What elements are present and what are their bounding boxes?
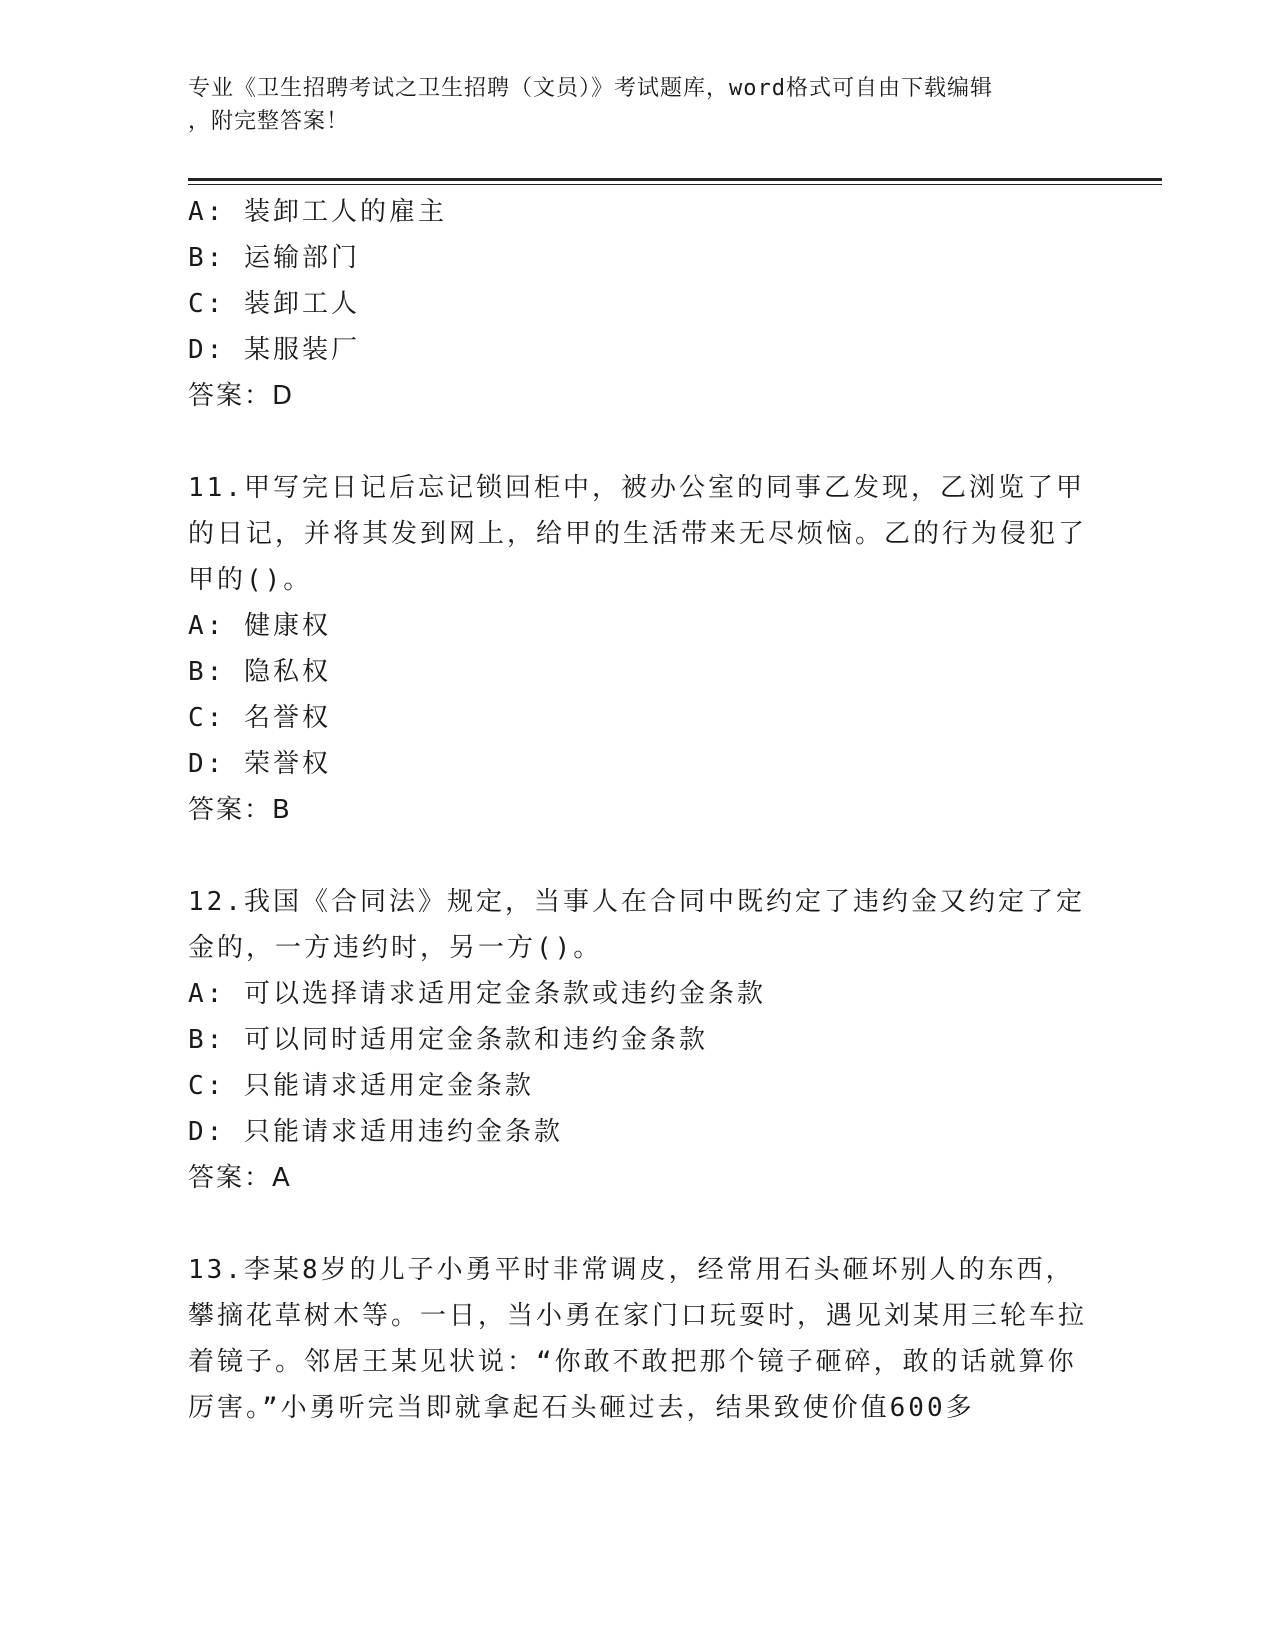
option-c: C: 装卸工人 <box>188 289 360 319</box>
question-list <box>188 189 1088 1431</box>
option-a: A: 可以选择请求适用定金条款或违约金条款 <box>188 979 766 1009</box>
question-13 <box>188 1247 1088 1431</box>
question-11 <box>188 465 1088 833</box>
answer-line: 答案：B <box>188 795 292 825</box>
option-a: A: 装卸工人的雇主 <box>188 197 447 227</box>
option-b: B: 运输部门 <box>188 243 360 273</box>
option-b: B: 隐私权 <box>188 657 331 687</box>
spacer <box>188 833 1088 879</box>
option-b: B: 可以同时适用定金条款和违约金条款 <box>188 1025 708 1055</box>
question-12 <box>188 879 1088 1201</box>
header-line-1: 专业《卫生招聘考试之卫生招聘（文员）》考试题库，word格式可自由下载编辑 <box>188 76 993 101</box>
option-c: C: 名誉权 <box>188 703 331 733</box>
header-divider-thin <box>188 184 1162 185</box>
spacer <box>188 419 1088 465</box>
option-d: D: 只能请求适用违约金条款 <box>188 1117 563 1147</box>
question-stem: 12.我国《合同法》规定，当事人在合同中既约定了违约金又约定了定金的，一方违约时，另一方()。 <box>188 887 1085 963</box>
option-d: D: 荣誉权 <box>188 749 331 779</box>
answer-line: 答案：A <box>188 1163 292 1193</box>
option-c: C: 只能请求适用定金条款 <box>188 1071 534 1101</box>
option-d: D: 某服装厂 <box>188 335 360 365</box>
document-header <box>188 72 1078 138</box>
spacer <box>188 1201 1088 1247</box>
question-10 <box>188 189 1088 419</box>
option-a: A: 健康权 <box>188 611 331 641</box>
header-line-2: ，附完整答案！ <box>188 109 350 134</box>
question-stem: 11.甲写完日记后忘记锁回柜中，被办公室的同事乙发现，乙浏览了甲的日记，并将其发到网上，给甲的生活带来无尽烦恼。乙的行为侵犯了甲的()。 <box>188 473 1088 595</box>
question-stem: 13.李某8岁的儿子小勇平时非常调皮，经常用石头砸坏别人的东西，攀摘花草树木等。一日，当小勇在家门口玩耍时，遇见刘某用三轮车拉着镜子。邻居王某见状说：“你敢不敢把那个镜子砸碎，敢的话就算你厉害。”小勇听完当即就拿起石头砸过去，结果致使价值600多 <box>188 1255 1088 1423</box>
header-divider-thick <box>188 178 1162 181</box>
answer-line: 答案：D <box>188 381 295 411</box>
